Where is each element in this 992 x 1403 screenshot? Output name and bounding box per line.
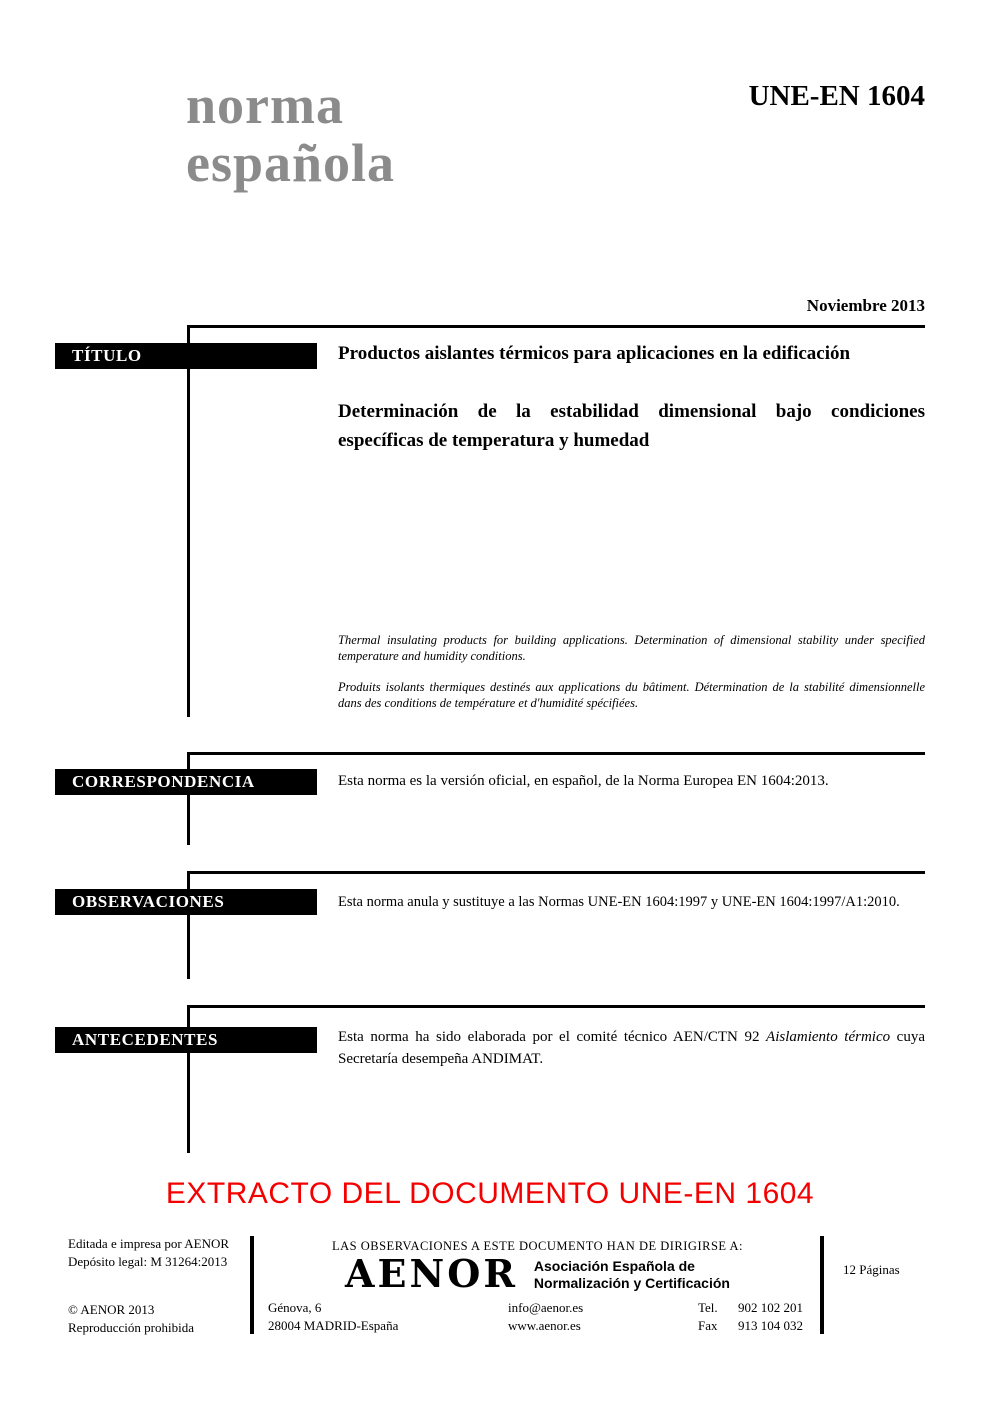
antecedentes-text (338, 1026, 925, 1070)
aenor-logo-block (255, 1251, 820, 1296)
correspondencia-label: CORRESPONDENCIA (72, 772, 255, 791)
title-french: Produits isolants thermiques destinés aux applications du bâtiment. Détermination de la stabilité dimensionnelle dans des conditions de température et d'humidité spécifiées. (338, 680, 925, 710)
aenor-org-line1: Asociación Española de (533, 1258, 695, 1274)
aenor-org-line2: Normalización y Certificación (533, 1275, 730, 1291)
titulo-rule (187, 325, 925, 328)
footer-imprint (68, 1235, 229, 1271)
footer-copyright-line: © AENOR 2013 (68, 1302, 155, 1317)
footer-fax-label: Fax (698, 1318, 718, 1333)
footer-imprint-line2: Depósito legal: M 31264:2013 (68, 1254, 228, 1269)
footer-copyright (68, 1301, 194, 1337)
footer-tel-label: Tel. (698, 1300, 718, 1315)
footer-notice: LAS OBSERVACIONES A ESTE DOCUMENTO HAN DE DIRIGIRSE A: (332, 1239, 743, 1253)
title-spanish-line1: Productos aislantes térmicos para aplicaciones en la edificación (338, 343, 851, 364)
titulo-label: TÍTULO (72, 346, 142, 365)
footer-address-street: Génova, 6 (268, 1300, 322, 1315)
footer-divider-left (250, 1236, 254, 1334)
publisher-wordmark-line1: norma (186, 75, 344, 135)
observaciones-vline (187, 871, 190, 979)
title-spanish-line2: Determinación de la estabilidad dimensional bajo condiciones específicas de temperatura y humedad (338, 401, 925, 451)
antecedentes-text-after: cuya Secretaría desempeña ANDIMAT. (338, 1029, 925, 1067)
footer-fax-row (698, 1317, 803, 1335)
footer-contact-net (508, 1299, 583, 1335)
page-count: 12 Páginas (843, 1262, 900, 1277)
antecedentes-label-bar (55, 1027, 317, 1053)
footer-website: www.aenor.es (508, 1318, 581, 1333)
footer-address (268, 1299, 398, 1335)
standard-code: UNE-EN 1604 (748, 80, 925, 112)
correspondencia-vline (187, 752, 190, 845)
extract-notice: EXTRACTO DEL DOCUMENTO UNE-EN 1604 (165, 1177, 815, 1210)
footer-imprint-line1: Editada e impresa por AENOR (68, 1236, 230, 1251)
footer-address-city: 28004 MADRID-España (268, 1318, 399, 1333)
antecedentes-text-committee: Aislamiento térmico (766, 1029, 891, 1045)
observaciones-rule (187, 871, 925, 874)
correspondencia-rule (187, 752, 925, 755)
observaciones-label: OBSERVACIONES (72, 892, 225, 911)
aenor-org-name (534, 1254, 730, 1292)
antecedentes-label: ANTECEDENTES (72, 1030, 219, 1049)
footer-reproduction-line: Reproducción prohibida (68, 1320, 194, 1335)
footer-divider-right (820, 1236, 824, 1334)
correspondencia-label-bar (55, 769, 317, 795)
footer-tel-number: 902 102 201 (738, 1300, 803, 1315)
publisher-wordmark-line2: española (186, 133, 396, 193)
aenor-logo: AENOR (345, 1251, 518, 1296)
antecedentes-rule (187, 1005, 925, 1008)
antecedentes-text-before: Esta norma ha sido elaborada por el comité técnico AEN/CTN 92 (338, 1029, 767, 1045)
footer-fax-number: 913 104 032 (738, 1318, 803, 1333)
publisher-wordmark (186, 76, 395, 192)
footer-tel-row (698, 1299, 803, 1317)
titulo-vline (187, 325, 190, 717)
observaciones-text: Esta norma anula y sustituye a las Normas UNE-EN 1604:1997 y UNE-EN 1604:1997/A1:2010. (338, 894, 900, 910)
title-english: Thermal insulating products for building applications. Determination of dimensional stability under specified temperature and humidity conditions. (338, 633, 925, 663)
titulo-label-bar (55, 343, 317, 369)
correspondencia-text: Esta norma es la versión oficial, en español, de la Norma Europea EN 1604:2013. (338, 773, 829, 789)
footer-telfax (698, 1299, 803, 1335)
footer-email: info@aenor.es (508, 1300, 584, 1315)
publication-date: Noviembre 2013 (806, 296, 925, 315)
observaciones-label-bar (55, 889, 317, 915)
